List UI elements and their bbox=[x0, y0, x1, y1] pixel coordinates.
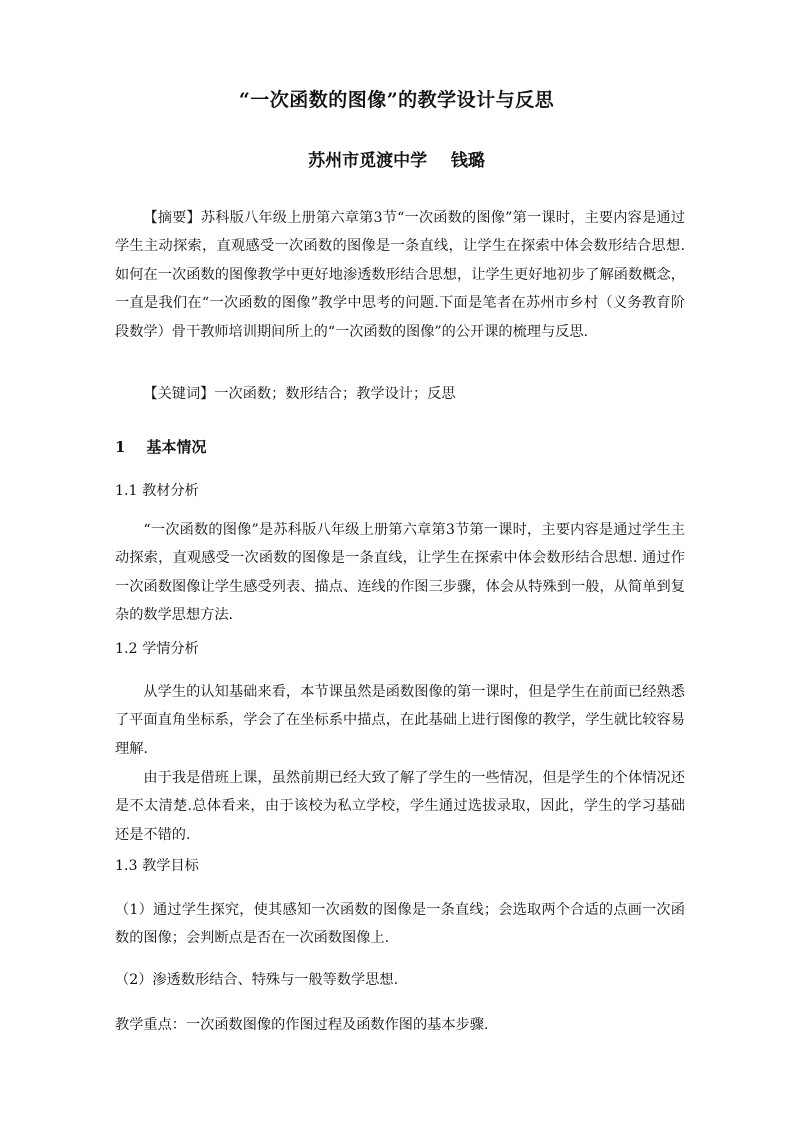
student-analysis-paragraph-1: 从学生的认知基础来看，本节课虽然是函数图像的第一课时，但是学生在前面已经熟悉了平面直角坐标系，学会了在坐标系中描点，在此基础上进行图像的教学，学生就比较容易理解. bbox=[115, 684, 685, 757]
keywords-paragraph: 【关键词】一次函数；数形结合；教学设计；反思 bbox=[143, 386, 456, 402]
section-heading-basic-info: 1 基本情况 bbox=[115, 438, 207, 456]
textbook-analysis-paragraph: “一次函数的图像”是苏科版八年级上册第六章第3节第一课时，主要内容是通过学生主动探索，直观感受一次函数的图像是一条直线，让学生在探索中体会数形结合思想. 通过作一次函数图像让学生感受列表、描点、连线的作图三步骤，体会从特殊到一般，从简单到复杂的数学思想方法. bbox=[115, 522, 685, 624]
subsection-heading-student-analysis: 1.2 学情分析 bbox=[115, 641, 199, 657]
subsection-heading-textbook-analysis: 1.1 教材分析 bbox=[115, 483, 199, 499]
teaching-key-point: 教学重点：一次函数图像的作图过程及函数作图的基本步骤. bbox=[115, 1017, 489, 1033]
teaching-goal-1: （1）通过学生探究，使其感知一次函数的图像是一条直线；会选取两个合适的点画一次函数的图像；会判断点是否在一次函数图像上. bbox=[115, 902, 685, 947]
paper-title: “一次函数的图像”的教学设计与反思 bbox=[238, 89, 555, 111]
teaching-goal-2: （2）渗透数形结合、特殊与一般等数学思想. bbox=[115, 972, 399, 988]
student-analysis-paragraph-2: 由于我是借班上课，虽然前期已经大致了解了学生的一些情况，但是学生的个体情况还是不太清楚.总体看来，由于该校为私立学校，学生通过选拔录取，因此，学生的学习基础还是不错的. bbox=[115, 770, 685, 843]
subsection-heading-teaching-goals: 1.3 教学目标 bbox=[115, 858, 199, 874]
author-line: 苏州市觅渡中学 钱璐 bbox=[308, 151, 485, 171]
abstract-paragraph: 【摘要】苏科版八年级上册第六章第3节“一次函数的图像”第一课时，主要内容是通过学生主动探索，直观感受一次函数的图像是一条直线，让学生在探索中体会数形结合思想.如何在一次函数的图像教学中更好地渗透数形结合思想，让学生更好地初步了解函数概念，一直是我们在“一次函数的图像”教学中思考的问题.下面是笔者在苏州市乡村（义务教育阶段数学）骨干教师培训期间所上的“一次函数的图像”的公开课的梳理与反思. bbox=[115, 210, 685, 340]
